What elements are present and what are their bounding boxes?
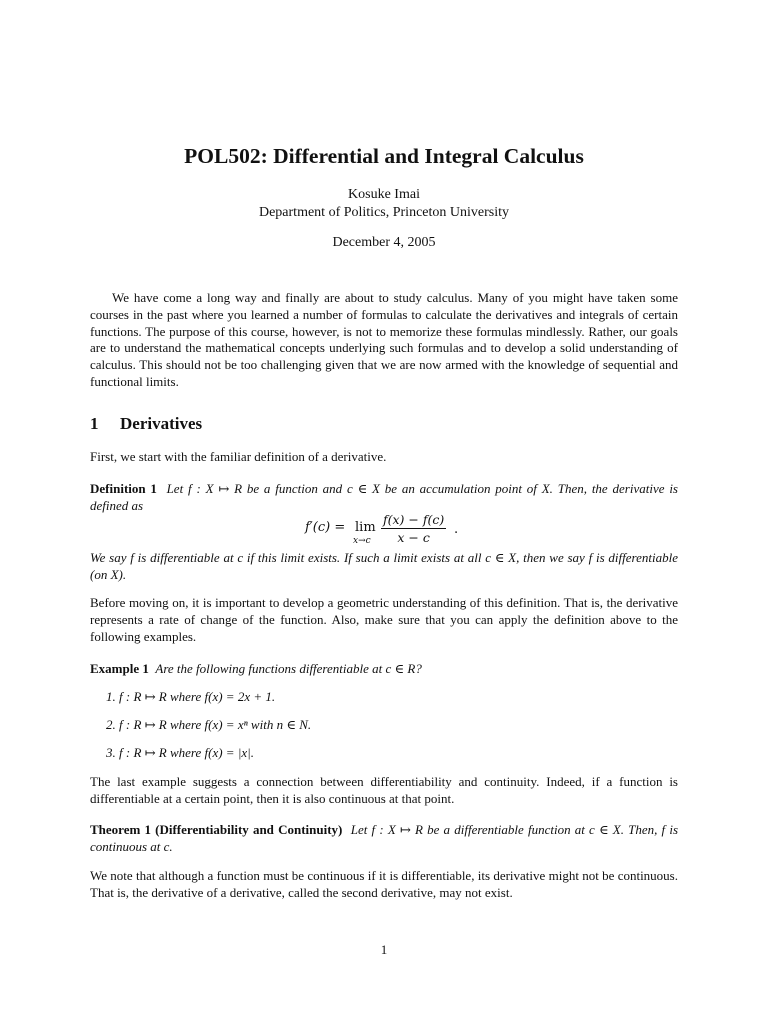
continuity-paragraph: The last example suggests a connection between differentiability and continuity. Indeed, if a function is differentiable at a certain point, then it is also continuous at that point. xyxy=(90,774,678,806)
formula-denominator: x − c xyxy=(397,530,430,545)
definition-statement: Let f : X ↦ R be a function and c ∈ X be an accumulation point of X. Then, the derivative is defined as xyxy=(90,481,678,513)
author-name: Kosuke Imai xyxy=(348,187,420,202)
example-item-2: 2. f : R ↦ R where f(x) = xⁿ with n ∈ N. xyxy=(106,717,312,732)
author-affiliation: Department of Politics, Princeton University xyxy=(258,205,509,220)
geometric-paragraph: Before moving on, it is important to develop a geometric understanding of this definition. That is, the derivative represents a rate of change of the function. Also, make sure that you can apply the definition above to the following examples. xyxy=(90,595,678,644)
definition-block xyxy=(90,481,678,515)
page-number: 1 xyxy=(380,942,388,957)
example-label: Example 1 xyxy=(90,661,149,676)
formula-numerator: f(x) − f(c) xyxy=(383,512,445,527)
definition-label: Definition 1 xyxy=(90,481,157,496)
formula-lhs: f′(c) = xyxy=(305,520,346,535)
example-block xyxy=(90,661,678,678)
formula-period: . xyxy=(454,522,459,537)
document-date: December 4, 2005 xyxy=(332,235,436,250)
derivative-formula xyxy=(305,511,475,547)
formula-lim: lim xyxy=(355,520,376,535)
theorem-block xyxy=(90,822,678,856)
document-title: POL502: Differential and Integral Calculus xyxy=(184,144,584,168)
formula-fraction xyxy=(381,512,446,545)
example-statement: Are the following functions differentiable at c ∈ R? xyxy=(155,661,422,676)
theorem-statement: Let f : X ↦ R be a differentiable function at c ∈ X. Then, f is continuous at c. xyxy=(90,822,679,854)
definition-continuation: We say f is differentiable at c if this limit exists. If such a limit exists at all c ∈ X, then we say f is differentiable (on X). xyxy=(90,550,678,582)
abstract-paragraph: We have come a long way and finally are about to study calculus. Many of you might have taken some courses in the past where you learned a number of formulas to calculate the derivatives and integrals of certain functions. The purpose of this course, however, is not to memorize these formulas mindlessly. Rather, our goals are to understand the mathematical concepts underlying such formulas and to develop a solid understanding of calculus. This should not be too challenging given that we are now armed with the knowledge of sequential and functional limits. xyxy=(90,290,678,389)
example-item-3: 3. f : R ↦ R where f(x) = |x|. xyxy=(106,745,254,760)
example-item-1: 1. f : R ↦ R where f(x) = 2x + 1. xyxy=(106,689,276,704)
intro-paragraph: First, we start with the familiar definition of a derivative. xyxy=(90,449,387,464)
formula-lim-subscript: x→c xyxy=(353,536,371,546)
theorem-label: Theorem 1 (Differentiability and Continuity) xyxy=(90,822,343,837)
section-title: Derivatives xyxy=(120,414,203,433)
second-derivative-paragraph: We note that although a function must be continuous if it is differentiable, its derivative might not be continuous. That is, the derivative of a derivative, called the second derivative, may not exist. xyxy=(90,868,678,900)
section-heading xyxy=(90,414,202,434)
section-number: 1 xyxy=(90,414,99,433)
